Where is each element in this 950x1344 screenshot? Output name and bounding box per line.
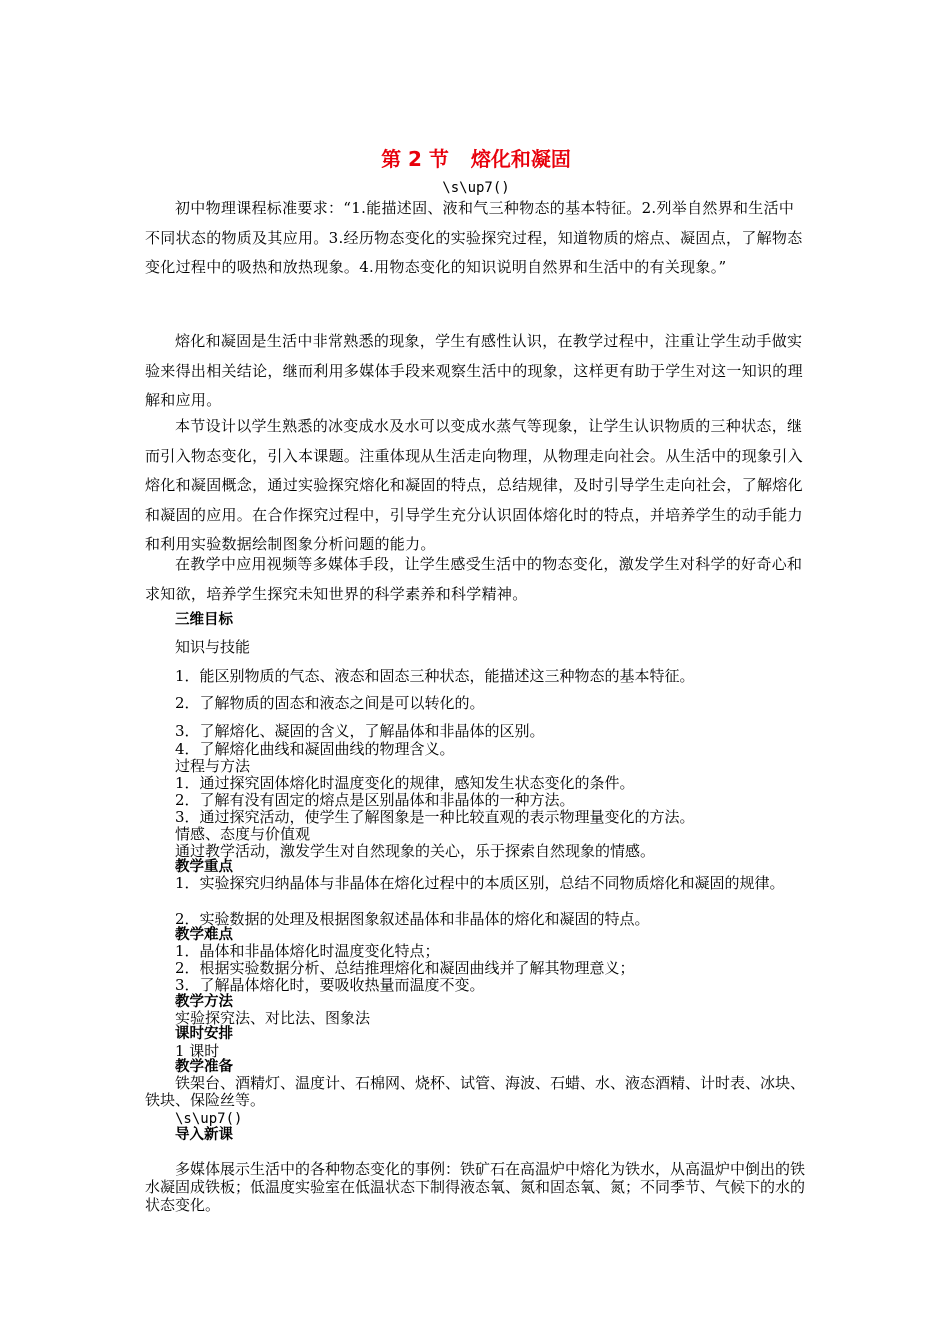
process-item: 3．通过探究活动，使学生了解图象是一种比较直观的表示物理量变化的方法。 (175, 808, 695, 826)
heading-teaching-method: 教学方法 (175, 994, 233, 1010)
emotion-text: 通过教学活动，激发学生对自然现象的关心，乐于探索自然现象的情感。 (175, 842, 656, 860)
process-item: 2．了解有没有固定的熔点是区别晶体和非晶体的一种方法。 (175, 791, 575, 809)
paragraph-design-idea: 本节设计以学生熟悉的冰变成水及水可以变成水蒸气等现象，让学生认识物质的三种状态，继而引入物态变化，引入本课题。注重体现从生活走向物理，从物理走向社会。从生活中的现象引入熔化和凝固概念，通过实验探究熔化和凝固的特点，总结规律，及时引导学生走向社会，了解熔化和凝固的应用。在合作探究过程中，引导学生充分认识固体熔化时的特点，并培养学生的动手能力和利用实验数据绘制图象分析问题的能力。 (145, 417, 803, 553)
focus-item: 1．实验探究归纳晶体与非晶体在熔化过程中的本质区别，总结不同物质熔化和凝固的规律。 (175, 874, 785, 892)
difficulty-item: 2．根据实验数据分析、总结推理熔化和凝固曲线并了解其物理意义； (175, 959, 635, 977)
difficulty-item: 3．了解晶体熔化时，要吸收热量而温度不变。 (175, 976, 485, 994)
knowledge-item: 4．了解熔化曲线和凝固曲线的物理含义。 (175, 740, 455, 758)
schedule-text: 1 课时 (175, 1042, 220, 1060)
subheading-emotion-attitude: 情感、态度与价值观 (175, 825, 311, 843)
title-section-number: 第 2 节 (381, 147, 449, 171)
subheading-knowledge-skills: 知识与技能 (175, 638, 251, 656)
page-title (145, 146, 807, 172)
heading-class-schedule: 课时安排 (175, 1026, 233, 1042)
title-section-name: 熔化和凝固 (470, 147, 571, 171)
knowledge-item: 3．了解熔化、凝固的含义，了解晶体和非晶体的区别。 (175, 722, 545, 740)
knowledge-item: 2．了解物质的固态和液态之间是可以转化的。 (175, 694, 485, 712)
heading-teaching-focus: 教学重点 (175, 859, 233, 875)
paragraph-media-use: 在教学中应用视频等多媒体手段，让学生感受生活中的物态变化，激发学生对科学的好奇心和求知欲，培养学生探究未知世界的科学素养和科学精神。 (145, 555, 803, 603)
heading-new-lesson-intro: 导入新课 (175, 1127, 233, 1143)
heading-teaching-preparation: 教学准备 (175, 1059, 233, 1075)
focus-item: 2．实验数据的处理及根据图象叙述晶体和非晶体的熔化和凝固的特点。 (175, 910, 650, 928)
subheading-process-methods: 过程与方法 (175, 757, 251, 775)
heading-three-dimensional-goals: 三维目标 (175, 612, 233, 628)
paragraph-teaching-analysis: 熔化和凝固是生活中非常熟悉的现象，学生有感性认识，在教学过程中，注重让学生动手做实验来得出相关结论，继而利用多媒体手段来观察生活中的现象，这样更有助于学生对这一知识的理解和应用。 (145, 332, 803, 409)
field-code-marker: \s\up7() (175, 1111, 243, 1127)
preparation-text: 铁架台、酒精灯、温度计、石棉网、烧杯、试管、海波、石蜡、水、液态酒精、计时表、冰块、铁块、保险丝等。 (145, 1074, 806, 1109)
knowledge-item: 1．能区别物质的气态、液态和固态三种状态，能描述这三种物态的基本特征。 (175, 667, 695, 685)
heading-teaching-difficulty: 教学难点 (175, 927, 233, 943)
process-item: 1．通过探究固体熔化时温度变化的规律，感知发生状态变化的条件。 (175, 774, 635, 792)
paragraph-curriculum-standard: 初中物理课程标准要求：“1.能描述固、液和气三种物态的基本特征。2.列举自然界和生活中不同状态的物质及其应用。3.经历物态变化的实验探究过程，知道物质的熔点、凝固点，了解物态变化过程中的吸热和放热现象。4.用物态变化的知识说明自然界和生活中的有关现象。” (145, 199, 803, 276)
intro-text: 多媒体展示生活中的各种物态变化的事例：铁矿石在高温炉中熔化为铁水，从高温炉中倒出的铁水凝固成铁板；低温度实验室在低温状态下制得液态氧、氮和固态氧、氮；不同季节、气候下的水的状态变化。 (145, 1160, 806, 1214)
field-code-marker: \s\up7() (442, 180, 510, 196)
method-text: 实验探究法、对比法、图象法 (175, 1009, 371, 1027)
difficulty-item: 1．晶体和非晶体熔化时温度变化特点； (175, 942, 440, 960)
